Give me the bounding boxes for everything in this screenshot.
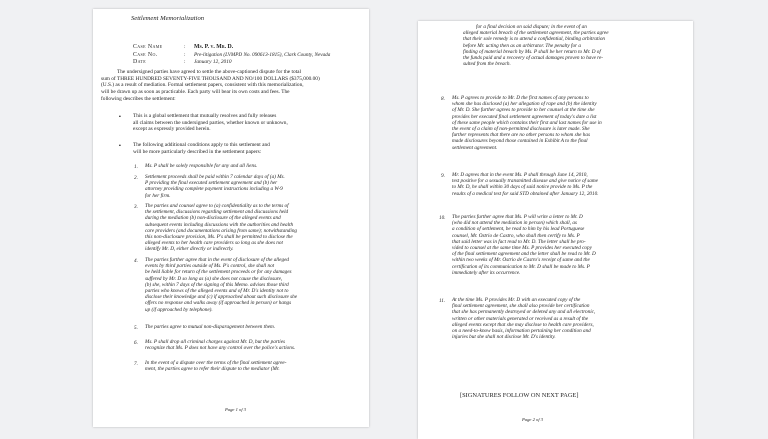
item-line: made disclosures beyond those contained in Exhibit A to the final	[452, 138, 588, 145]
item-line: provides her executed final settlement agreement of today's date a list	[452, 113, 597, 120]
continuation-line: alleged material breach of the settlement agreement, the parties agree	[463, 30, 609, 37]
item-line: Ms. P shall be solely responsible for any and all liens.	[145, 163, 258, 169]
case-name-value: Ms. P. v. Mr. D.	[194, 44, 234, 50]
case-no-value: Pre-litigation (LVMPD No. 090613-1815), Clark County, Nevada	[194, 51, 331, 58]
item-line: counsel, Mr. Ostrio de Castro, who shall then certify to Ms. P	[452, 232, 580, 239]
item-line: within two weeks of Mr. Ostrio de Castro's receipt of same and the	[452, 257, 590, 264]
bullet-icon: ▪	[119, 114, 121, 120]
case-name-label: Case Name	[133, 44, 163, 50]
item-line: of Mr. D. She further agrees to provide to her counsel at the time she	[452, 107, 595, 114]
item-line: recognize that Ms. P does not have any control over the police's actions.	[145, 345, 296, 352]
item-line: that said letter was in fact read to Mr. D. The letter shall be pro-	[452, 238, 586, 245]
continuation-line: that their sole remedy is to attend a confidential, binding arbitration	[463, 36, 606, 43]
item-line: written or other materials generated or received as a result of the	[452, 315, 589, 322]
item-number: 1.	[134, 164, 138, 170]
item-number: 6.	[134, 340, 138, 346]
item-line: injuries but she shall not disclose Mr. D's identity.	[452, 334, 556, 341]
item-line: (who did not attend the mediation in person) which shall, as	[452, 220, 577, 227]
bullet-icon: ▪	[119, 143, 121, 149]
item-line: during the mediation (b) non-disclosure of the alleged events and	[145, 215, 281, 222]
bullet-line: This is a global settlement that mutually resolves and fully releases	[133, 113, 277, 119]
document-page-1: Settlement Memorialization Case Name : Ms. P. v. Mr. D. Case No. : Pre-litigation (LVMPD No. 090613-1815), Clark County, Nevada Date : January 12, 2010 The undersigned parties have agreed to settle the above-captioned dispute for the total sum of THREE HUNDRED SEVENTY-FIVE THOUSAND AND NO/100 DOLLARS ($375,000.00) (U.S.) as a result of mediation. Formal settlement papers, consistent with this memorialization, will be drawn up as soon as practicable. Each party will bear its own costs and fees. The following describes the settlement: ▪ This is a global settlement that mutually resolves and fully releases all claims between the undersigned parties, whether known or unknown, except as expressly provided herein. ▪ The following additional conditions apply to this settlement and will be more particularly described in the settlement papers: 1. Ms. P shall be solely responsible for any and all liens. 2. Settlement proceeds shall be paid within 7 calendar days of (a) Ms. P providing the final executed settlement agreement and (b) her attorney providing complete payment instructions including a W-9 for her firm. 3. The parties and counsel agree to (a) confidentiality as to the terms of the settlement, discussions regarding settlement and discussions held during the mediation (b) non-disclosure of the alleged events and subsequent events including discussions with the authorities and health care providers (and documentations arising from same); notwithstanding this non-disclosure provision, Ms. P's shall be permitted to disclose the alleged events to her health care providers so long as she does not identify Mr. D, either directly or indirectly. 4. The parties further agree that in the event of disclosure of the alleged events by third parties outside of Ms. P's control, she shall not be held liable for return of the settlement proceeds or for any damages suffered by Mr. D so long as (a) she does not cause the disclosure, (b) she, within 7 days of the signing of this Memo. advises those third parties who knows of the alleged events and of Mr. D's identity not to disclose their knowledge and (c) if approached about such disclosure she offers no response and walks away (if approached in person) or hangs up (if approached by telephone). 5. The parties agree to mutual non-disparagement between them. 6. Ms. P shall drop all criminal charges against Mr. D, but the parties recognize that Ms. P does not have any control over the police's actions. 7. In the event of a dispute over the terms of the final settlement agree- ment, the parties agree to refer their dispute to the mediator (Mr. Page 1 of 3	[93, 9, 369, 427]
item-line: offers no response and walks away (if approached in person) or hangs	[145, 300, 292, 307]
item-number: 8.	[441, 96, 445, 102]
item-line: identify Mr. D, either directly or indirectly.	[145, 246, 234, 253]
item-line: The parties further agree that Ms. P will write a letter to Mr. D	[452, 214, 583, 220]
item-line: alleged events except that she may disclose to health care providers,	[452, 321, 594, 328]
item-line: for her firm.	[145, 192, 171, 199]
item-line: attorney providing complete payment instructions including a W-9	[145, 186, 283, 193]
item-line: test positive for a sexually transmitted disease and give notice of same	[452, 178, 598, 185]
item-line: alleged events to her health care providers so long as she does not	[145, 240, 283, 247]
intro-line: (U.S.) as a result of mediation. Formal settlement papers, consistent with this memorialization,	[101, 82, 304, 89]
item-line: The parties and counsel agree to (a) confidentiality as to the terms of	[145, 203, 289, 209]
intro-line: The undersigned parties have agreed to settle the above-captioned dispute for the total	[117, 69, 301, 75]
item-number: 2.	[134, 175, 138, 181]
item-line: At the time Ms. P provides Mr. D with an executed copy of the	[452, 297, 581, 303]
item-line: Mr. D agrees that in the event Ms. P shall through June 14, 2010,	[452, 172, 588, 178]
bullet-line: will be more particularly described in the settlement papers:	[133, 148, 262, 155]
item-line: of these same people which contains their first and last names for use in	[452, 119, 602, 126]
item-line: this non-disclosure provision, Ms. P's shall be permitted to disclose the	[145, 234, 293, 240]
item-line: events by third parties outside of Ms. P's control, she shall not	[145, 263, 275, 270]
item-line: disclose their knowledge and (c) if approached about such disclosure she	[145, 294, 298, 301]
item-line: vided to counsel at the same time Ms. P provides her executed copy	[452, 245, 592, 251]
item-line: be held liable for return of the settlement proceeds or for any damages	[145, 269, 292, 276]
item-line: The parties agree to mutual non-disparagement between them.	[145, 324, 276, 330]
date-label: Date	[133, 59, 147, 65]
item-line: Ms. P shall drop all criminal charges against Mr. D, but the parties	[145, 339, 286, 345]
item-number: 10.	[439, 215, 446, 221]
item-line: on a need-to-know basis, information pertaining her condition and	[452, 328, 591, 334]
item-line: immediately after its occurrence.	[452, 269, 521, 276]
bullet-line: all claims between the undersigned parties, whether known or unknown,	[133, 119, 288, 126]
item-line: In the event of a dispute over the terms of the final settlement agree-	[145, 360, 287, 366]
continuation-line: for a final decision on said dispute; in the event of an	[476, 24, 587, 30]
continuation-line: the funds paid and a recovery of actual damages proven to have re-	[463, 55, 604, 61]
item-line: subsequent events including discussions with the authorities and health	[145, 221, 294, 228]
item-line: certification of its communication to Mr. D shall be made to Ms. P	[452, 263, 590, 270]
item-line: (b) she, within 7 days of the signing of this Memo. advises those third	[145, 281, 289, 288]
item-line: settlement agreement.	[452, 144, 498, 151]
item-line: care providers (and documentations arising from same); notwithstanding	[145, 227, 298, 234]
item-line: Ms. P agrees to provide to Mr. D the first names of any persons to	[452, 95, 589, 101]
case-no-label: Case No.	[133, 51, 158, 58]
memo-heading: Settlement Memorialization	[131, 15, 205, 22]
page-footer: Page 2 of 3	[522, 417, 544, 422]
item-number: 11.	[439, 298, 446, 304]
item-line: the settlement, discussions regarding settlement and discussions held	[145, 209, 289, 216]
item-line: to Mr. D, he shall within 30 days of said notice provide to Ms. P the	[452, 184, 593, 191]
item-line: Settlement proceeds shall be paid within 7 calendar days of (a) Ms.	[145, 174, 285, 180]
item-number: 3.	[134, 204, 138, 210]
item-line: The parties further agree that in the event of disclosure of the alleged	[145, 257, 289, 263]
item-number: 5.	[134, 325, 138, 331]
item-line: parties who knows of the alleged events and of Mr. D's identity not to	[145, 288, 289, 294]
item-line: of the final settlement agreement and the letter shall be read to Mr. D	[452, 251, 596, 258]
intro-line: sum of THREE HUNDRED SEVENTY-FIVE THOUSAND AND NO/100 DOLLARS ($375,000.00)	[101, 75, 320, 82]
page-footer: Page 1 of 3	[225, 407, 247, 412]
intro-line: will be drawn up as soon as practicable. Each party will bear its own costs and fees. The	[101, 89, 290, 96]
continuation-line: sulted from the breach.	[463, 61, 511, 68]
bullet-line: The following additional conditions apply to this settlement and	[133, 142, 270, 148]
item-line: up (if approached by telephone).	[145, 306, 213, 313]
item-line: suffered by Mr. D so long as (a) she does not cause the disclosure,	[145, 275, 283, 282]
intro-line: following describes the settlement:	[101, 95, 176, 102]
item-line: that she has permanently destroyed or deleted any and all electronic,	[452, 309, 596, 316]
item-line: a condition of settlement, be read to him by his lead Portuguese	[452, 226, 585, 233]
document-page-2	[418, 21, 693, 439]
item-number: 9.	[441, 173, 445, 179]
item-line: P providing the final executed settlement agreement and (b) her	[145, 180, 278, 187]
date-value: January 12, 2010	[194, 59, 232, 65]
signatures-note: [SIGNATURES FOLLOW ON NEXT PAGE]	[460, 392, 579, 399]
continuation-line: finding of material breach by Ms. P shall be her return to Mr. D of	[463, 48, 601, 55]
item-line: the event of a claim of non-permitted disclosure is later made. She	[452, 126, 590, 132]
item-line: final settlement agreement, she shall also provide her certification	[452, 303, 590, 310]
item-line: ment, the parties agree to refer their dispute to the mediator (Mr.	[145, 366, 280, 373]
item-line: whom she has disclosed (a) her allegation of rape and (b) the identity	[452, 101, 597, 108]
item-number: 7.	[134, 361, 138, 367]
item-number: 4.	[134, 258, 138, 264]
item-line: results of a medical test for said STD obtained after January 12, 2010.	[452, 190, 599, 197]
continuation-line: before Mr. ucting then as an arbitrator. The penalty for a	[463, 42, 581, 49]
item-line: further represents that there are no other persons to whom she has	[452, 132, 590, 139]
bullet-line: except as expressly provided herein.	[133, 126, 211, 133]
